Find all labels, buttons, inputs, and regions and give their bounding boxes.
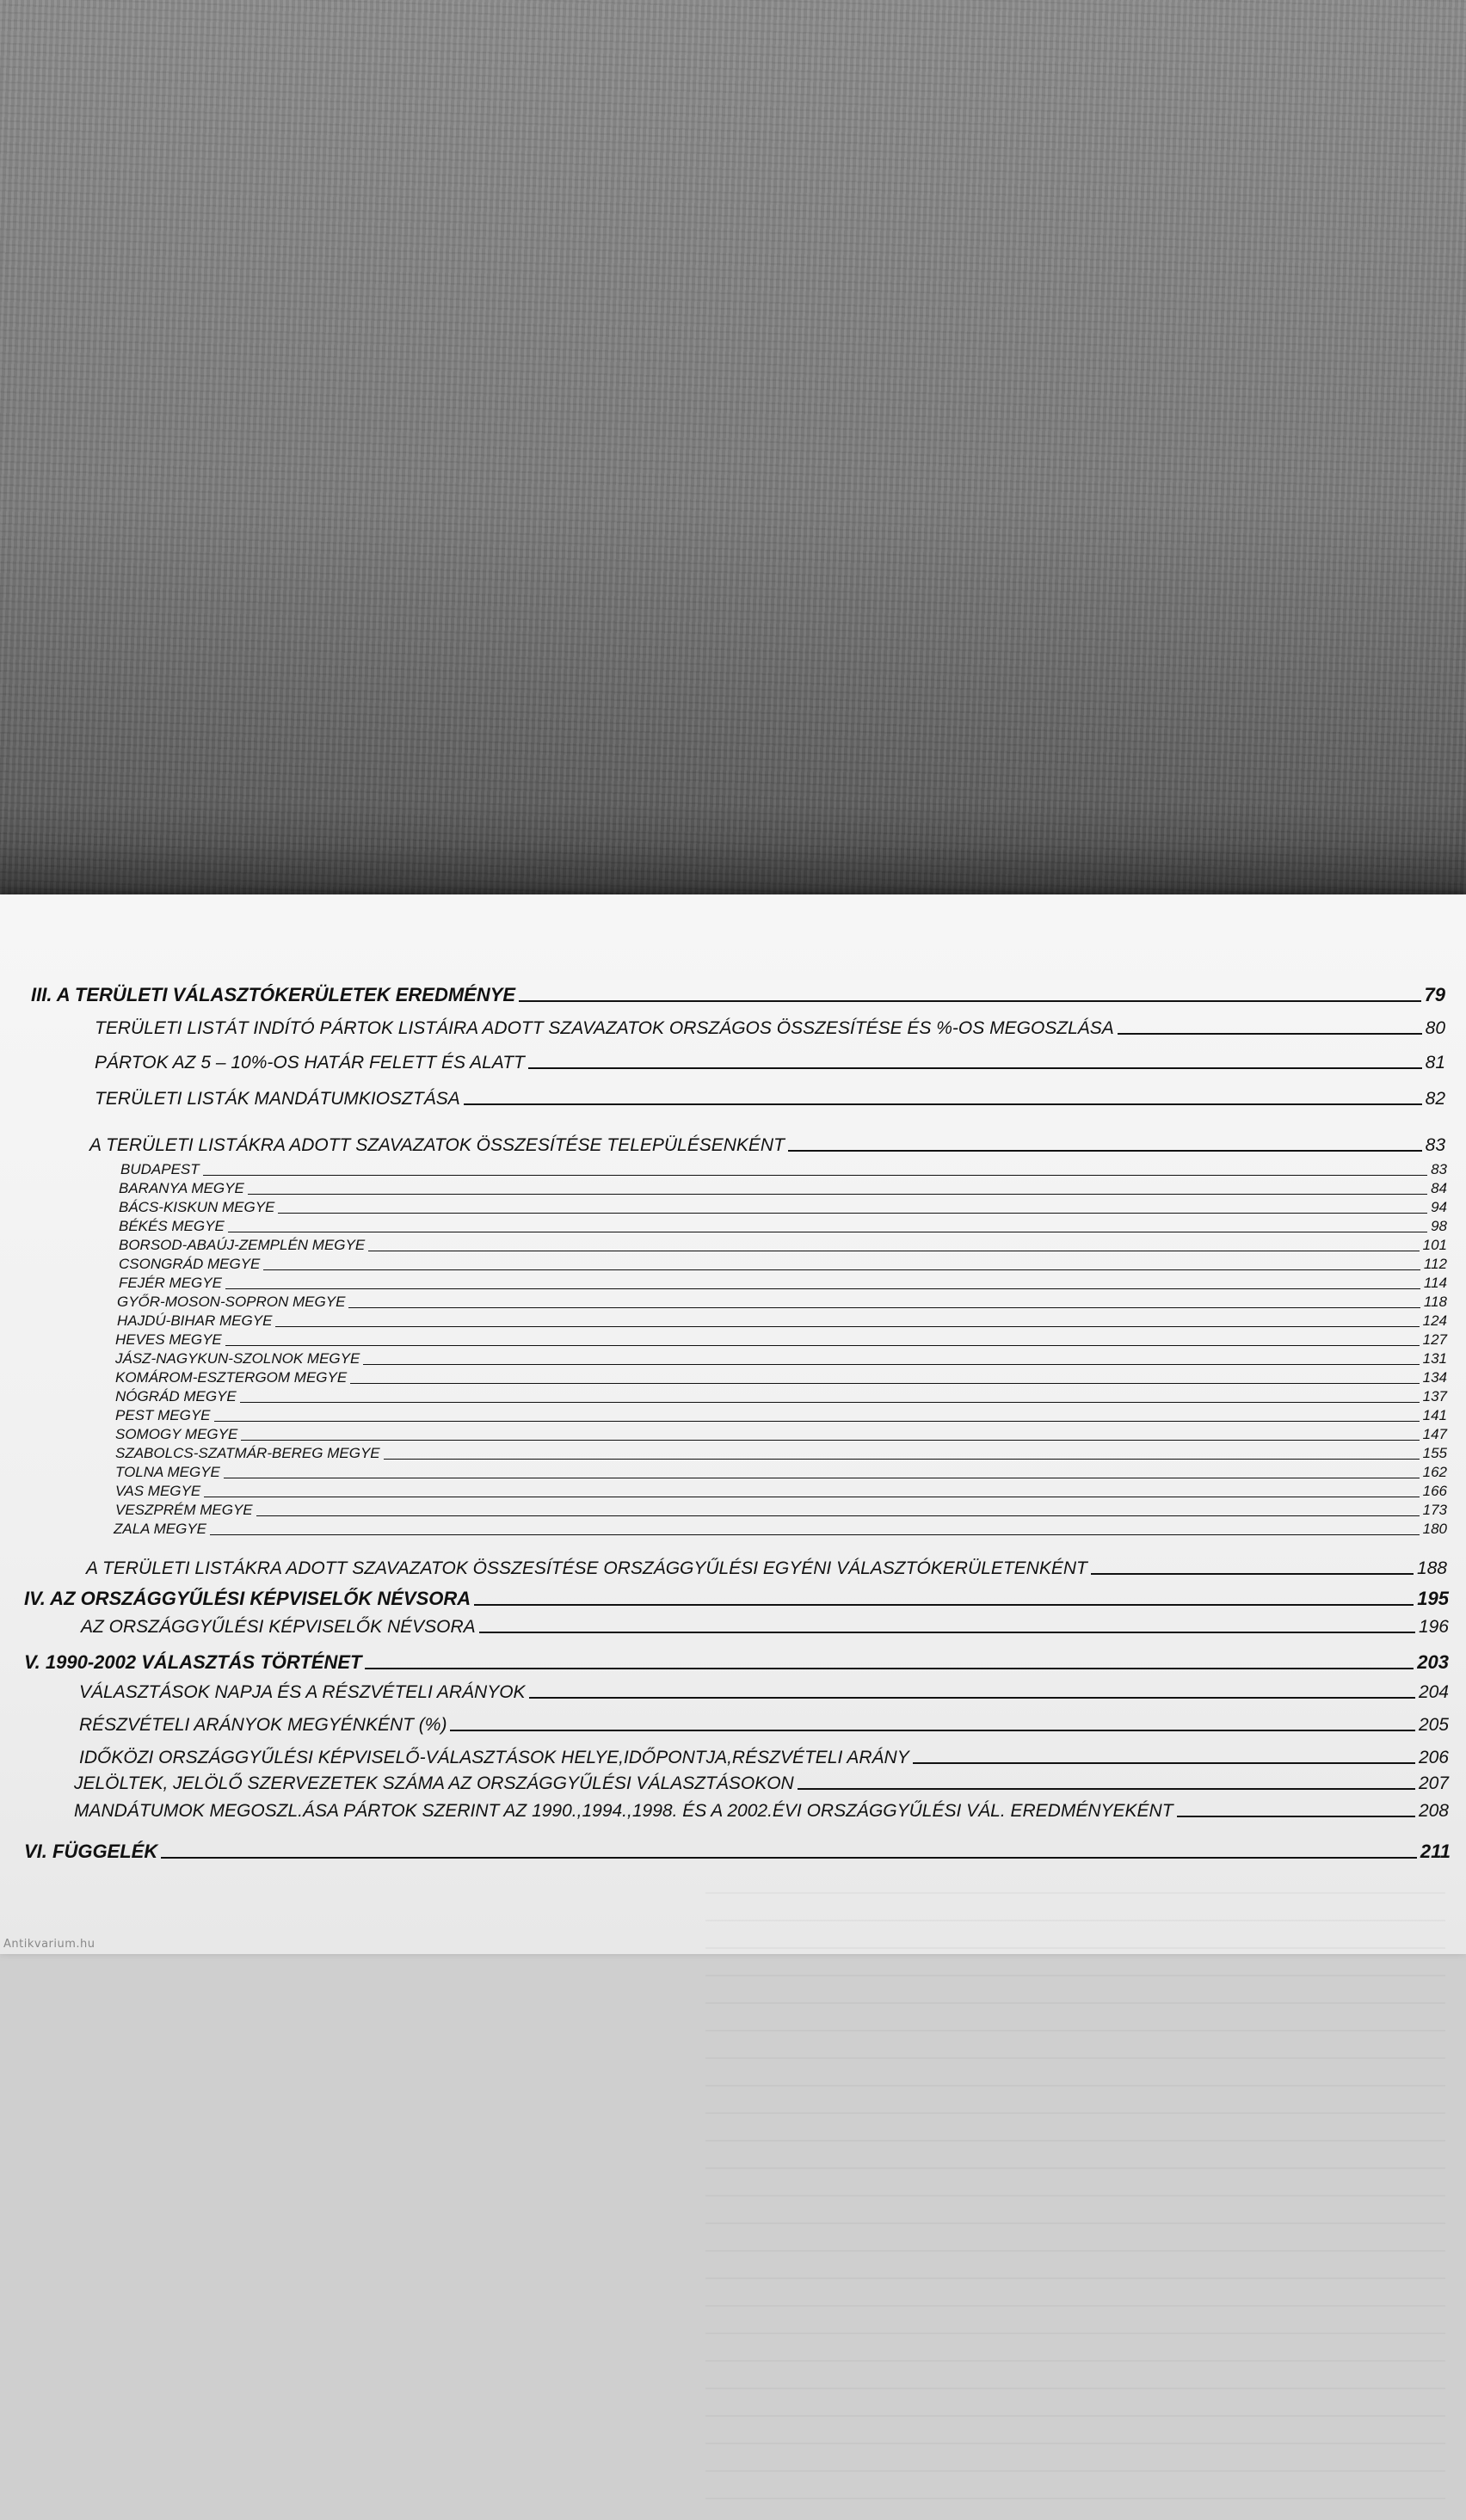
dot-leader — [203, 1175, 1427, 1176]
toc-entry-section-5 — [24, 1651, 1449, 1674]
toc-county-row — [115, 1350, 1447, 1368]
dot-leader — [278, 1213, 1427, 1214]
toc-county-label: PEST MEGYE — [115, 1407, 211, 1423]
toc-entry-section-5-1 — [79, 1682, 1449, 1703]
toc-county-page: 112 — [1423, 1256, 1447, 1272]
dot-leader — [161, 1857, 1417, 1859]
dot-leader — [210, 1534, 1420, 1535]
toc-entry-page: 81 — [1425, 1053, 1445, 1073]
toc-county-row — [119, 1180, 1447, 1197]
toc-entry-label: A TERÜLETI LISTÁKRA ADOTT SZAVAZATOK ÖSSZESÍTÉSE ORSZÁGGYŰLÉSI EGYÉNI VÁLASZTÓKERÜLETENKÉNT — [86, 1558, 1087, 1578]
toc-county-row — [119, 1275, 1447, 1292]
toc-county-row — [115, 1445, 1447, 1462]
toc-entry-section-3-3 — [95, 1089, 1445, 1109]
dot-leader — [275, 1326, 1419, 1327]
toc-county-label: BARANYA MEGYE — [119, 1180, 244, 1196]
toc-county-page: 134 — [1422, 1369, 1447, 1386]
dot-leader — [788, 1150, 1422, 1152]
toc-entry-label: TERÜLETI LISTÁK MANDÁTUMKIOSZTÁSA — [95, 1089, 460, 1109]
toc-county-page: 180 — [1422, 1521, 1447, 1537]
table-of-contents-page — [0, 894, 1466, 1954]
toc-entry-label: MANDÁTUMOK MEGOSZL.ÁSA PÁRTOK SZERINT AZ 1990.,1994.,1998. ÉS A 2002.ÉVI ORSZÁGGYŰLÉSI VÁL. EREDMÉNYEKÉNT — [74, 1801, 1173, 1821]
toc-county-label: BORSOD-ABAÚJ-ZEMPLÉN MEGYE — [119, 1237, 366, 1253]
dot-leader — [348, 1307, 1420, 1308]
dot-leader — [384, 1459, 1420, 1460]
toc-county-row — [114, 1521, 1447, 1538]
toc-county-row — [119, 1199, 1447, 1216]
toc-county-page: 84 — [1431, 1180, 1447, 1196]
toc-entry-label: PÁRTOK AZ 5 – 10%-OS HATÁR FELETT ÉS ALATT — [95, 1053, 525, 1073]
toc-county-label: BUDAPEST — [120, 1161, 200, 1177]
toc-entry-section-3-2 — [95, 1053, 1445, 1073]
toc-county-label: VESZPRÉM MEGYE — [115, 1502, 253, 1518]
toc-county-page: 124 — [1422, 1312, 1447, 1329]
toc-county-row — [115, 1483, 1447, 1500]
site-watermark: Antikvarium.hu — [3, 1938, 95, 1951]
dot-leader — [225, 1345, 1420, 1346]
toc-entry-label: IV. AZ ORSZÁGGYŰLÉSI KÉPVISELŐK NÉVSORA — [24, 1588, 471, 1609]
toc-county-row — [115, 1407, 1447, 1424]
dot-leader — [1118, 1033, 1422, 1035]
bleed-through-lines — [705, 1866, 1445, 2520]
dot-leader — [528, 1067, 1422, 1069]
dot-leader — [363, 1364, 1419, 1365]
toc-entry-label: VÁLASZTÁSOK NAPJA ÉS A RÉSZVÉTELI ARÁNYOK — [79, 1682, 526, 1702]
wooden-tabletop-backdrop — [0, 0, 1466, 912]
toc-county-label: SZABOLCS-SZATMÁR-BEREG MEGYE — [115, 1445, 380, 1461]
toc-county-label: VAS MEGYE — [115, 1483, 201, 1499]
toc-county-label: KOMÁROM-ESZTERGOM MEGYE — [115, 1369, 348, 1386]
dot-leader — [464, 1103, 1422, 1105]
dot-leader — [263, 1269, 1420, 1270]
toc-entry-page: 80 — [1425, 1018, 1445, 1038]
dot-leader — [474, 1604, 1414, 1606]
dot-leader — [214, 1421, 1420, 1422]
toc-entry-section-3-4 — [89, 1135, 1445, 1156]
toc-entry-page: 196 — [1418, 1617, 1449, 1637]
toc-entry-label: A TERÜLETI LISTÁKRA ADOTT SZAVAZATOK ÖSSZESÍTÉSE TELEPÜLÉSENKÉNT — [89, 1135, 785, 1155]
toc-county-row — [120, 1161, 1447, 1178]
toc-entry-section-5-2 — [79, 1715, 1449, 1736]
dot-leader — [248, 1194, 1427, 1195]
toc-entry-label: JELÖLTEK, JELÖLŐ SZERVEZETEK SZÁMA AZ ORSZÁGGYŰLÉSI VÁLASZTÁSOKON — [74, 1773, 794, 1793]
toc-county-row — [115, 1426, 1447, 1443]
toc-entry-section-3-5 — [86, 1558, 1447, 1579]
dot-leader — [256, 1515, 1420, 1516]
toc-entry-label: TERÜLETI LISTÁT INDÍTÓ PÁRTOK LISTÁIRA ADOTT SZAVAZATOK ORSZÁGOS ÖSSZESÍTÉSE ÉS %-OS MEGOSZLÁSA — [95, 1018, 1114, 1038]
toc-county-page: 127 — [1422, 1331, 1447, 1348]
dot-leader — [241, 1440, 1419, 1441]
toc-entry-page: 211 — [1420, 1841, 1451, 1862]
toc-county-row — [117, 1294, 1447, 1311]
toc-county-page: 137 — [1422, 1388, 1447, 1404]
toc-entry-page: 203 — [1417, 1651, 1449, 1673]
toc-county-row — [115, 1331, 1447, 1349]
toc-county-label: BÁCS-KISKUN MEGYE — [119, 1199, 275, 1215]
toc-county-row — [119, 1256, 1447, 1273]
toc-entry-section-5-5 — [74, 1801, 1449, 1822]
dot-leader — [519, 1000, 1420, 1002]
toc-entry-label: VI. FÜGGELÉK — [24, 1841, 158, 1862]
dot-leader — [240, 1402, 1420, 1403]
toc-county-row — [119, 1237, 1447, 1254]
toc-county-page: 166 — [1422, 1483, 1447, 1499]
toc-entry-page: 207 — [1418, 1773, 1449, 1793]
toc-county-label: FEJÉR MEGYE — [119, 1275, 222, 1291]
toc-county-label: BÉKÉS MEGYE — [119, 1218, 225, 1234]
dot-leader — [529, 1697, 1415, 1699]
toc-county-page: 147 — [1422, 1426, 1447, 1442]
toc-entry-section-3-1 — [95, 1018, 1445, 1039]
toc-county-row — [115, 1464, 1447, 1481]
toc-county-page: 118 — [1423, 1294, 1447, 1310]
toc-entry-section-4-1 — [81, 1617, 1449, 1638]
dot-leader — [1177, 1816, 1415, 1817]
toc-entry-label: III. A TERÜLETI VÁLASZTÓKERÜLETEK EREDMÉNYE — [31, 984, 516, 1005]
toc-entry-page: 208 — [1418, 1801, 1449, 1821]
toc-entry-label: AZ ORSZÁGGYŰLÉSI KÉPVISELŐK NÉVSORA — [81, 1617, 476, 1637]
toc-county-page: 173 — [1422, 1502, 1447, 1518]
toc-county-row — [119, 1218, 1447, 1235]
dot-leader — [479, 1632, 1415, 1633]
toc-county-page: 155 — [1422, 1445, 1447, 1461]
toc-county-page: 114 — [1423, 1275, 1447, 1291]
toc-county-label: HEVES MEGYE — [115, 1331, 222, 1348]
dot-leader — [225, 1288, 1420, 1289]
dot-leader — [913, 1762, 1415, 1764]
toc-entry-page: 79 — [1424, 984, 1445, 1005]
toc-entry-section-3 — [31, 984, 1445, 1006]
toc-entry-section-5-3 — [79, 1748, 1449, 1768]
toc-county-label: CSONGRÁD MEGYE — [119, 1256, 261, 1272]
toc-entry-section-4 — [24, 1588, 1449, 1610]
toc-entry-page: 205 — [1418, 1715, 1449, 1735]
toc-county-page: 83 — [1431, 1161, 1447, 1177]
toc-county-page: 94 — [1431, 1199, 1447, 1215]
toc-county-row — [117, 1312, 1447, 1330]
toc-county-label: GYŐR-MOSON-SOPRON MEGYE — [117, 1294, 346, 1310]
dot-leader — [365, 1668, 1414, 1669]
toc-entry-label: IDŐKÖZI ORSZÁGGYŰLÉSI KÉPVISELŐ-VÁLASZTÁSOK HELYE,IDŐPONTJA,RÉSZVÉTELI ARÁNY — [79, 1748, 909, 1767]
toc-county-page: 101 — [1422, 1237, 1447, 1253]
toc-county-page: 141 — [1422, 1407, 1447, 1423]
toc-entry-page: 204 — [1418, 1682, 1449, 1702]
toc-county-page: 98 — [1431, 1218, 1447, 1234]
toc-county-page: 162 — [1422, 1464, 1447, 1480]
dot-leader — [1091, 1573, 1414, 1575]
toc-county-label: SOMOGY MEGYE — [115, 1426, 238, 1442]
toc-county-label: HAJDÚ-BIHAR MEGYE — [117, 1312, 273, 1329]
toc-entry-page: 83 — [1425, 1135, 1445, 1155]
toc-entry-page: 195 — [1417, 1588, 1449, 1609]
toc-county-label: NÓGRÁD MEGYE — [115, 1388, 237, 1404]
toc-county-label: JÁSZ-NAGYKUN-SZOLNOK MEGYE — [115, 1350, 360, 1367]
dot-leader — [350, 1383, 1419, 1384]
toc-county-row — [115, 1502, 1447, 1519]
toc-entry-page: 206 — [1418, 1748, 1449, 1767]
toc-county-row — [115, 1388, 1447, 1405]
toc-entry-page: 188 — [1416, 1558, 1447, 1578]
toc-county-page: 131 — [1422, 1350, 1447, 1367]
toc-county-row — [115, 1369, 1447, 1386]
toc-entry-page: 82 — [1425, 1089, 1445, 1109]
toc-county-label: TOLNA MEGYE — [115, 1464, 220, 1480]
toc-entry-label: V. 1990-2002 VÁLASZTÁS TÖRTÉNET — [24, 1651, 362, 1673]
dot-leader — [450, 1730, 1414, 1731]
dot-leader — [798, 1788, 1415, 1790]
toc-entry-section-5-4 — [74, 1773, 1449, 1794]
toc-county-label: ZALA MEGYE — [114, 1521, 207, 1537]
toc-entry-section-6 — [24, 1841, 1451, 1863]
toc-entry-label: RÉSZVÉTELI ARÁNYOK MEGYÉNKÉNT (%) — [79, 1715, 447, 1735]
